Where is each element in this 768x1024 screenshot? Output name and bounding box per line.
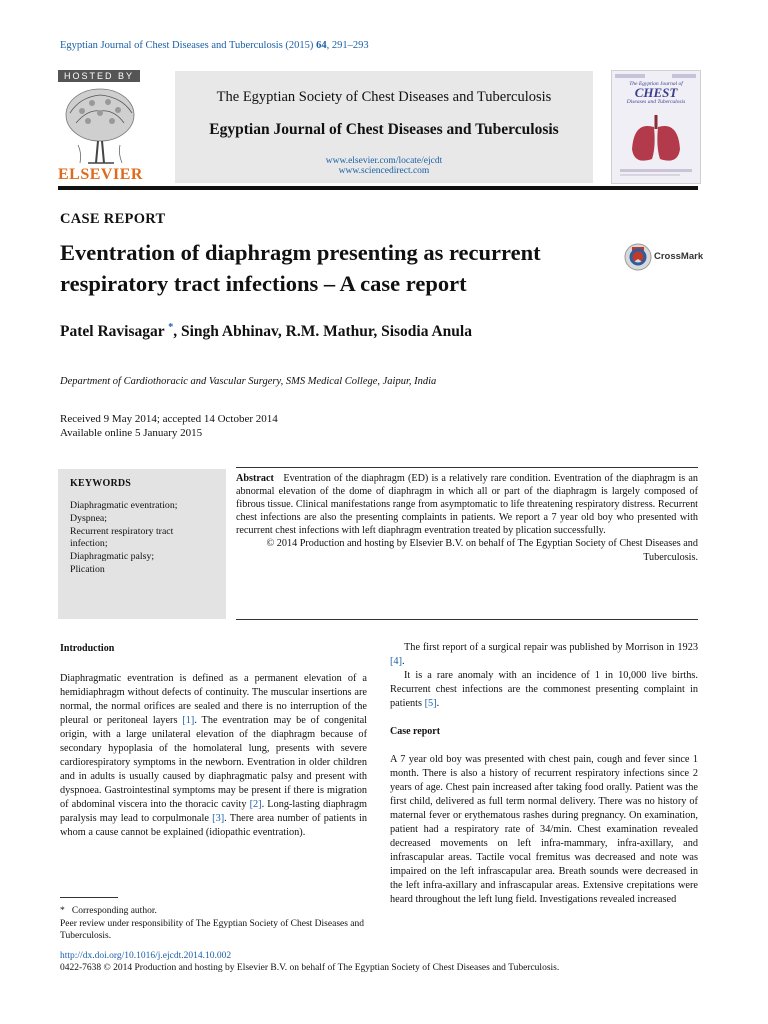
corresponding-author: Patel Ravisagar [60, 323, 169, 341]
keyword-item: infection; [70, 538, 108, 550]
journal-cover-image[interactable] [611, 70, 701, 184]
reference-link-5[interactable]: [5] [424, 698, 437, 709]
abstract-copyright: © 2014 Production and hosting by Elsevier B.V. on behalf of The Egyptian Society of Chest Diseases and Tuberculosis. [266, 538, 698, 563]
article-type: CASE REPORT [60, 211, 166, 227]
abstract [236, 472, 698, 564]
journal-title: Egyptian Journal of Chest Diseases and Tuberculosis [209, 121, 559, 138]
keywords-heading: KEYWORDS [70, 478, 132, 489]
title-line-2: respiratory tract infections – A case report [60, 271, 467, 296]
crossmark-label: CrossMark [654, 251, 704, 262]
history-text-end: . [402, 656, 405, 667]
abstract-text: Eventration of the diaphragm (ED) is a relatively rare condition. Eventration of the diaphragm is an abnormal elevation of the dome of diaphragm in which all or part of the diaphragm is largely composed of fibrous tissue. Clinical manifestations range from asymptomatic to life threatening respiratory distress. Recurrent chest infections are also the presenting complaints in patients. We report a 7 year old boy who presented with recurrent chest infections with left diaphragm eventration treated by plication successfully. [236, 473, 698, 537]
coauthors: , Singh Abhinav, R.M. Mathur, Sisodia Anula [173, 323, 472, 341]
keywords-list [70, 500, 222, 577]
history-text: The first report of a surgical repair was published by Morrison in 1923 [404, 642, 698, 653]
corresponding-author-note [60, 905, 367, 918]
crossmark-icon [624, 241, 652, 273]
author-footnote-mark[interactable]: * [168, 322, 174, 333]
case-report-paragraph: A 7 year old boy was presented with chest pain, cough and fever since 1 month. There is also a history of recurrent respiratory infections since 2 years of age. Chest pain increased after taking food orally. Patient was the first child, delivered as full term normal delivery. There was no history of maternal fever or erythematous rashes during pregnancy. On examination, patient had a respiratory rate of 34/min. Chest examination revealed decreased movements on left infra-mammary, infra-axillary, and infrascapular areas. Tactile vocal fremitus was decreased and note was impaired on the left infrascapular area. Breath sounds were decreased in the left infra-axillary and infrascapular areas. Extensive crepitations were heard throughout the left lung field. Investigations revealed increased [390, 754, 698, 905]
abstract-label: Abstract [236, 473, 274, 484]
reference-link-2[interactable]: [2] [249, 799, 262, 810]
available-date: Available online 5 January 2015 [60, 427, 203, 439]
hosted-by-label: HOSTED BY [58, 70, 140, 82]
keyword-item: Diaphragmatic palsy; [70, 551, 155, 563]
elsevier-wordmark[interactable]: ELSEVIER [58, 166, 143, 183]
page-footer [60, 950, 700, 974]
right-column [390, 641, 698, 907]
abstract-top-rule [236, 467, 698, 468]
society-name: The Egyptian Society of Chest Diseases and Tuberculosis [216, 89, 552, 105]
sciencedirect-link[interactable]: www.sciencedirect.com [338, 166, 430, 176]
footnote-rule [60, 897, 118, 898]
case-report-heading: Case report [390, 726, 441, 737]
article-dates [60, 412, 278, 440]
received-date: Received 9 May 2014; accepted 14 October 2014 [60, 413, 278, 425]
article-title [60, 237, 620, 299]
journal-citation[interactable] [60, 40, 369, 51]
footnote-corresponding-text: Corresponding author. [71, 906, 157, 916]
cover-title-line1: The Egyptian Journal of [629, 81, 683, 87]
cover-title-line3: Diseases and Tuberculosis [626, 99, 686, 105]
author-list [60, 322, 472, 341]
abstract-bottom-rule [236, 619, 698, 620]
journal-citation-prefix: Egyptian Journal of Chest Diseases and Tuberculosis (2015) [60, 40, 317, 51]
keyword-item: Recurrent respiratory tract [70, 525, 174, 537]
reference-link-1[interactable]: [1] [182, 715, 195, 726]
keyword-item: Plication [70, 563, 105, 575]
reference-link-4[interactable]: [4] [390, 656, 403, 667]
left-column [60, 672, 367, 840]
keyword-item: Dyspnea; [70, 512, 108, 524]
footnote [60, 905, 367, 943]
incidence-text: It is a rare anomaly with an incidence of 1 in 10,000 live births. Recurrent chest infections are the commonest presenting complaint in patients [390, 670, 698, 709]
issn-copyright: 0422-7638 © 2014 Production and hosting by Elsevier B.V. on behalf of The Egyptian Society of Chest Diseases and Tuberculosis. [60, 963, 560, 973]
keyword-item: Diaphragmatic eventration; [70, 500, 178, 511]
cover-title-line2: CHEST [634, 85, 678, 100]
incidence-paragraph [390, 669, 698, 711]
footnote-mark: * [60, 906, 65, 916]
intro-text-2: . The eventration may be of congenital origin, with a large unilateral elevation of the diaphragm because of secondary hypoplasia of the homolateral lung, presents with severe cardiorespiratory symptoms in the newborn. Eventration in older children and in adults is usually caused by diaphragmatic palsy and present with dyspnoea. Gastrointestinal symptoms may be present if there is migration of abdominal viscera into the thoracic cavity [60, 715, 367, 810]
journal-volume: 64 [316, 40, 327, 51]
journal-pages: , 291–293 [326, 40, 369, 51]
peer-review-note: Peer review under responsibility of The Egyptian Society of Chest Diseases and Tuberculosis. [60, 918, 365, 941]
intro-text-3: . Long-lasting diaphragm paralysis may lead to corpulmonale [60, 799, 367, 824]
history-paragraph [390, 641, 698, 669]
crossmark-badge[interactable] [624, 241, 724, 275]
intro-text-4: . There area number of patients in whom a cause cannot be explained (idiopathic eventration). [60, 813, 367, 838]
header-divider [58, 186, 698, 190]
intro-text-1: Diaphragmatic eventration is defined as a permanent elevation of a hemidiaphragm without defects of continuity. The muscular insertions are normal, the normal orifices are sealed and there is no interruption of the pleural or peritoneal layers [60, 673, 367, 726]
elsevier-locate-link[interactable]: www.elsevier.com/locate/ejcdt [325, 156, 443, 166]
introduction-paragraph [60, 672, 367, 840]
affiliation: Department of Cardiothoracic and Vascular Surgery, SMS Medical College, Jaipur, India [60, 376, 437, 387]
incidence-text-end: . [436, 698, 440, 709]
title-line-1: Eventration of diaphragm presenting as recurrent [60, 240, 541, 265]
introduction-heading: Introduction [60, 643, 115, 654]
doi-link[interactable]: http://dx.doi.org/10.1016/j.ejcdt.2014.10.002 [60, 951, 232, 961]
reference-link-3[interactable]: [3] [212, 813, 225, 824]
